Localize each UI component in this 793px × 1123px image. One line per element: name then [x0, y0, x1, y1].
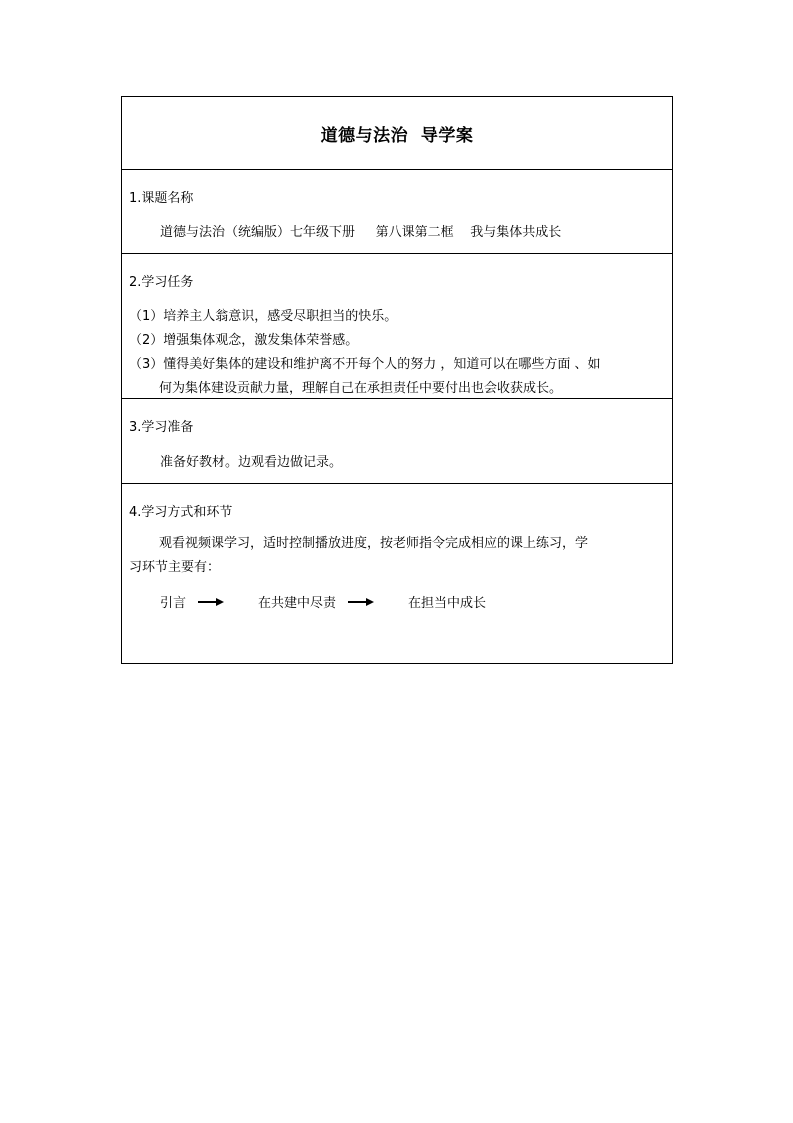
task-list: [129, 305, 669, 401]
method-paragraph-line: 习环节主要有：: [129, 560, 221, 575]
task-text: 培养主人翁意识，感受尽职担当的快乐。: [163, 309, 398, 324]
method-paragraph: [129, 532, 667, 580]
topic-content: 道德与法治（统编版）七年级下册 第八课第二框 我与集体共成长: [160, 225, 562, 240]
method-paragraph-line: 观看视频课学习，适时控制播放进度，按老师指令完成相应的课上练习，学: [159, 536, 589, 551]
section-heading-method: 4.学习方式和环节: [129, 505, 233, 520]
section-heading-preparation: 3.学习准备: [129, 420, 194, 435]
task-number: （1）: [129, 309, 164, 324]
flow-step: 在共建中尽责: [258, 596, 337, 611]
study-guide-table: [121, 96, 673, 664]
flow-step: 在担当中成长: [408, 596, 487, 611]
flow-step: 引言: [160, 596, 187, 611]
task-item: [129, 353, 669, 377]
right-arrow-icon: [348, 597, 374, 607]
section-tasks: [122, 254, 672, 399]
right-arrow-icon: [198, 597, 224, 607]
task-item: [129, 329, 669, 353]
section-topic: [122, 170, 672, 254]
title-row: [122, 97, 672, 170]
section-preparation: [122, 399, 672, 484]
task-number: （3）: [129, 357, 164, 372]
preparation-content: 准备好教材。边观看边做记录。: [160, 455, 343, 470]
section-heading-topic: 1.课题名称: [129, 191, 194, 206]
section-method: [122, 484, 672, 663]
task-text: 懂得美好集体的建设和维护离不开每个人的努力 ，知道可以在哪些方面 、如: [163, 357, 601, 372]
task-text-continuation: 何为集体建设贡献力量，理解自己在承担责任中要付出也会收获成长。: [159, 381, 563, 396]
task-item: [129, 305, 669, 329]
task-text: 增强集体观念，激发集体荣誉感。: [163, 333, 359, 348]
learning-flow: [160, 592, 486, 611]
document-title: 道德与法治 导学案: [320, 125, 474, 146]
task-number: （2）: [129, 333, 164, 348]
section-heading-tasks: 2.学习任务: [129, 275, 194, 290]
